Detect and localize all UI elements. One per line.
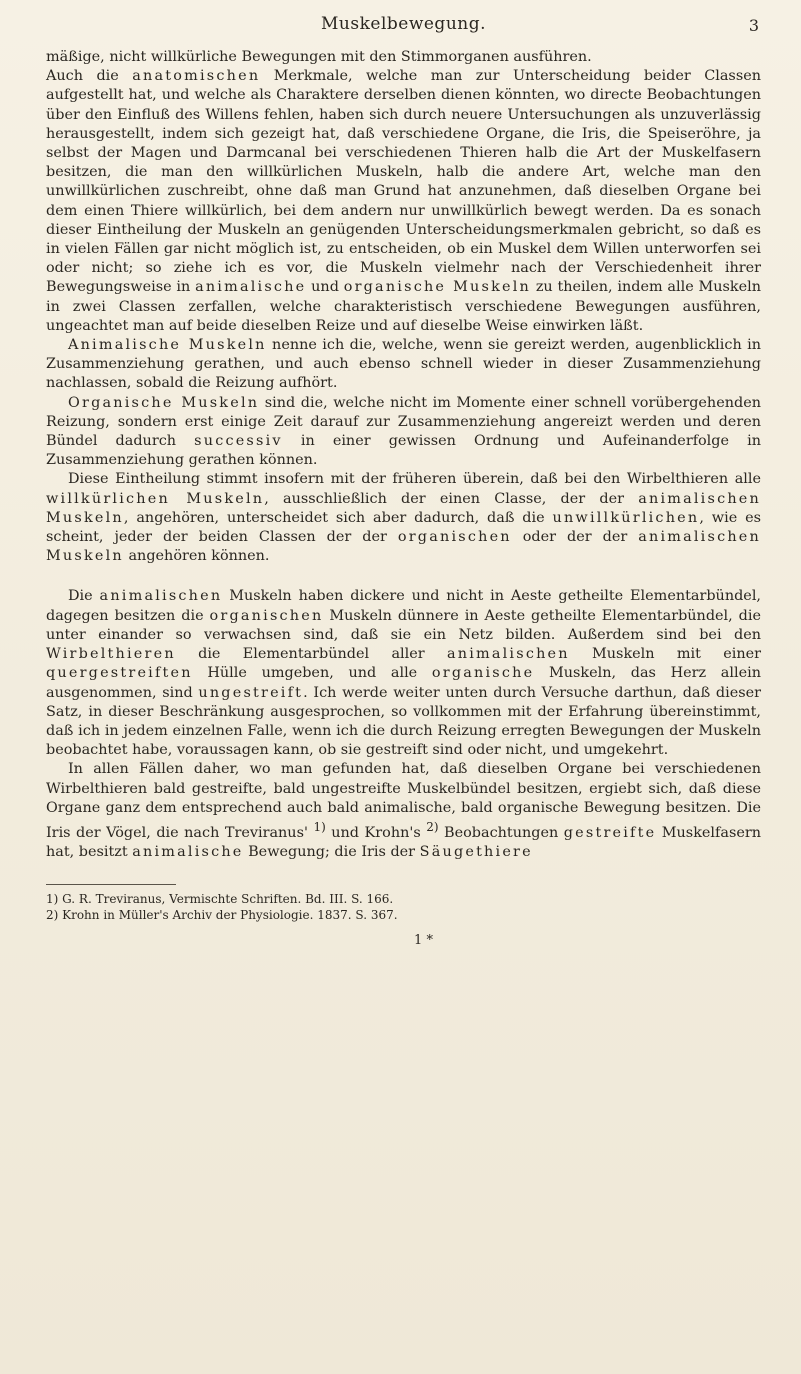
text-run: Merkmale, welche man zur Unterscheidung beider Classen aufgestellt hat, und welche als Charaktere derselben dienen könnten, wo directe Beobachtungen über den Einfluß des Willens fehlen, haben sich durch neuere Untersuchungen als unzuverlässig herausgestellt, indem sich gezeigt hat, daß verschiedene Organe, die Iris, die Speiseröhre, ja selbst der Magen und Darmcanal bei verschiedenen Thieren halb die Art der Muskelfasern besitzen, die man den willkürlichen Muskeln, halb die andere Art, welche man den unwillkürlichen zuschreibt, ohne daß man Grund hat anzunehmen, daß dieselben Organe bei dem einen Thiere willkürlich, bei dem andern nur unwillkürlich bewegt werden. Da es sonach dieser Eintheilung der Muskeln an genügenden Unterscheidungsmerkmalen gebricht, so daß es in vielen Fällen gar nicht möglich ist, zu entscheiden, ob ein Muskel dem Willen unterworfen sei oder nicht; so ziehe ich es vor, die Muskeln vielmehr nach der Verschiedenheit ihrer Bewegungsweise in bbox=[46, 68, 761, 296]
text-run: zu theilen, indem alle Muskeln in zwei Classen zerfallen, welche charakteristisch verschiedene Bewegungen ausführen, ungeachtet man auf beide dieselben Reize und auf dieselbe Weise einwirken läßt. bbox=[46, 279, 761, 334]
emphasis: animalischen bbox=[446, 646, 570, 663]
text-run: Muskelfasern hat, besitzt bbox=[46, 824, 761, 860]
main-text bbox=[46, 48, 761, 862]
emphasis: Organische Muskeln bbox=[68, 394, 260, 411]
text-run: Muskeln, das Herz allein ausgenommen, sind bbox=[46, 665, 761, 701]
text-run: Diese Eintheilung stimmt insofern mit der früheren überein, daß bei den Wirbelthieren alle bbox=[68, 471, 761, 488]
paragraph-6 bbox=[46, 760, 761, 862]
paragraph-3 bbox=[46, 394, 761, 471]
emphasis: animalischen Muskeln bbox=[46, 529, 761, 565]
emphasis: animalischen Muskeln bbox=[46, 490, 761, 526]
emphasis: ungestreift bbox=[198, 684, 304, 701]
footnote-ref: 1) bbox=[313, 819, 326, 834]
text-run: , angehören, unterscheidet sich aber dadurch, daß die bbox=[123, 509, 553, 526]
emphasis: unwillkürlichen bbox=[552, 509, 700, 526]
footnotes bbox=[46, 891, 761, 923]
footnote-1: 1) G. R. Treviranus, Vermischte Schriften. Bd. III. S. 166. bbox=[46, 892, 394, 907]
emphasis: organische bbox=[431, 665, 535, 682]
emphasis: anatomischen bbox=[132, 68, 261, 85]
running-head bbox=[46, 14, 761, 48]
paragraph-1 bbox=[46, 48, 761, 336]
text-run: Hülle umgeben, und alle bbox=[192, 665, 432, 682]
text-run: Bewegung; die Iris der bbox=[243, 843, 420, 860]
text-run: Muskeln dünnere in Aeste getheilte Elementarbündel, die unter einander so verwachsen sind, daß sie ein Netz bilden. Außerdem sind bei den bbox=[46, 607, 762, 643]
text-run: sind die, welche nicht im Momente einer schnell vorübergehenden Reizung, sondern erst einige Zeit darauf zur Zusammenziehung angereizt werden und deren Bündel dadurch bbox=[46, 394, 761, 450]
paragraph-2 bbox=[46, 336, 761, 394]
text-run: Muskeln haben dickere und nicht in Aeste getheilte Elementarbündel, dagegen besitzen die bbox=[46, 588, 761, 624]
emphasis: animalische bbox=[132, 843, 244, 860]
page-number: 3 bbox=[748, 16, 759, 35]
footnote-ref: 2) bbox=[426, 819, 439, 834]
emphasis: Säugethiere bbox=[419, 843, 533, 860]
emphasis: Wirbelthieren bbox=[46, 646, 176, 663]
text-run: Auch die bbox=[46, 68, 133, 85]
text-run: Die bbox=[68, 588, 100, 605]
signature-mark: 1 * bbox=[414, 933, 433, 949]
text-run: Beobachtungen bbox=[438, 824, 564, 841]
paragraph-5 bbox=[46, 587, 761, 760]
text-run: , ausschließlich der einen Classe, der der bbox=[264, 490, 639, 507]
text-run: in einer gewissen Ordnung und Aufeinanderfolge in Zusammenziehung gerathen können. bbox=[46, 433, 761, 469]
text-run: . Ich werde weiter unten durch Versuche darthun, daß dieser Satz, in dieser Beschränkung ausgesprochen, so vollkommen mit der Erfahrung übereinstimmt, daß ich in jedem einzelnen Falle, wenn ich die durch Reizung erregten Bewegungen der Muskeln beobachtet habe, voraussagen kann, ob sie gestreift sind oder nicht, und umgekehrt. bbox=[46, 684, 761, 759]
emphasis: organische Muskeln bbox=[343, 279, 532, 296]
footnote-2: 2) Krohn in Müller's Archiv der Physiologie. 1837. S. 367. bbox=[46, 908, 398, 923]
text-run: , wie es scheint, jeder der beiden Classen der der bbox=[46, 509, 762, 546]
emphasis: quergestreiften bbox=[46, 665, 193, 682]
text-run: angehören können. bbox=[123, 548, 270, 565]
running-title: Muskelbewegung. bbox=[321, 14, 486, 34]
text-run: und bbox=[306, 279, 344, 296]
emphasis: organischen bbox=[209, 607, 324, 624]
text-run: und Krohn's bbox=[325, 824, 427, 841]
text-run: oder der der bbox=[511, 529, 639, 546]
text-run: In allen Fällen daher, wo man gefunden hat, daß dieselben Organe bei verschiedenen Wirbelthieren bald gestreifte, bald ungestreifte Muskelbündel besitzen, ergiebt sich, daß diese Organe ganz dem entsprechend auch bald animalische, bald organische Bewegung besitzen. Die Iris der Vögel, die nach Treviranus' bbox=[46, 761, 761, 841]
text-run: die Elementarbündel aller bbox=[175, 646, 447, 663]
emphasis: organischen bbox=[397, 529, 512, 546]
text-run: mäßige, nicht willkürliche Bewegungen mit den Stimmorganen ausführen. bbox=[46, 49, 592, 65]
paragraph-4 bbox=[46, 470, 761, 566]
emphasis: animalische bbox=[195, 279, 307, 296]
emphasis: animalischen bbox=[99, 588, 223, 605]
emphasis: Animalische Muskeln bbox=[68, 337, 267, 354]
emphasis: willkürlichen Muskeln bbox=[46, 490, 265, 507]
text-run: Muskeln mit einer bbox=[569, 646, 761, 663]
emphasis: successiv bbox=[194, 433, 283, 450]
footnote-divider bbox=[46, 884, 176, 885]
paragraph-gap bbox=[46, 566, 761, 587]
text-run: nenne ich die, welche, wenn sie gereizt werden, augenblicklich in Zusammenziehung gerathen, und auch ebenso schnell wieder in dieser Zusammenziehung nachlassen, sobald die Reizung aufhört. bbox=[46, 337, 762, 392]
emphasis: gestreifte bbox=[563, 824, 657, 841]
